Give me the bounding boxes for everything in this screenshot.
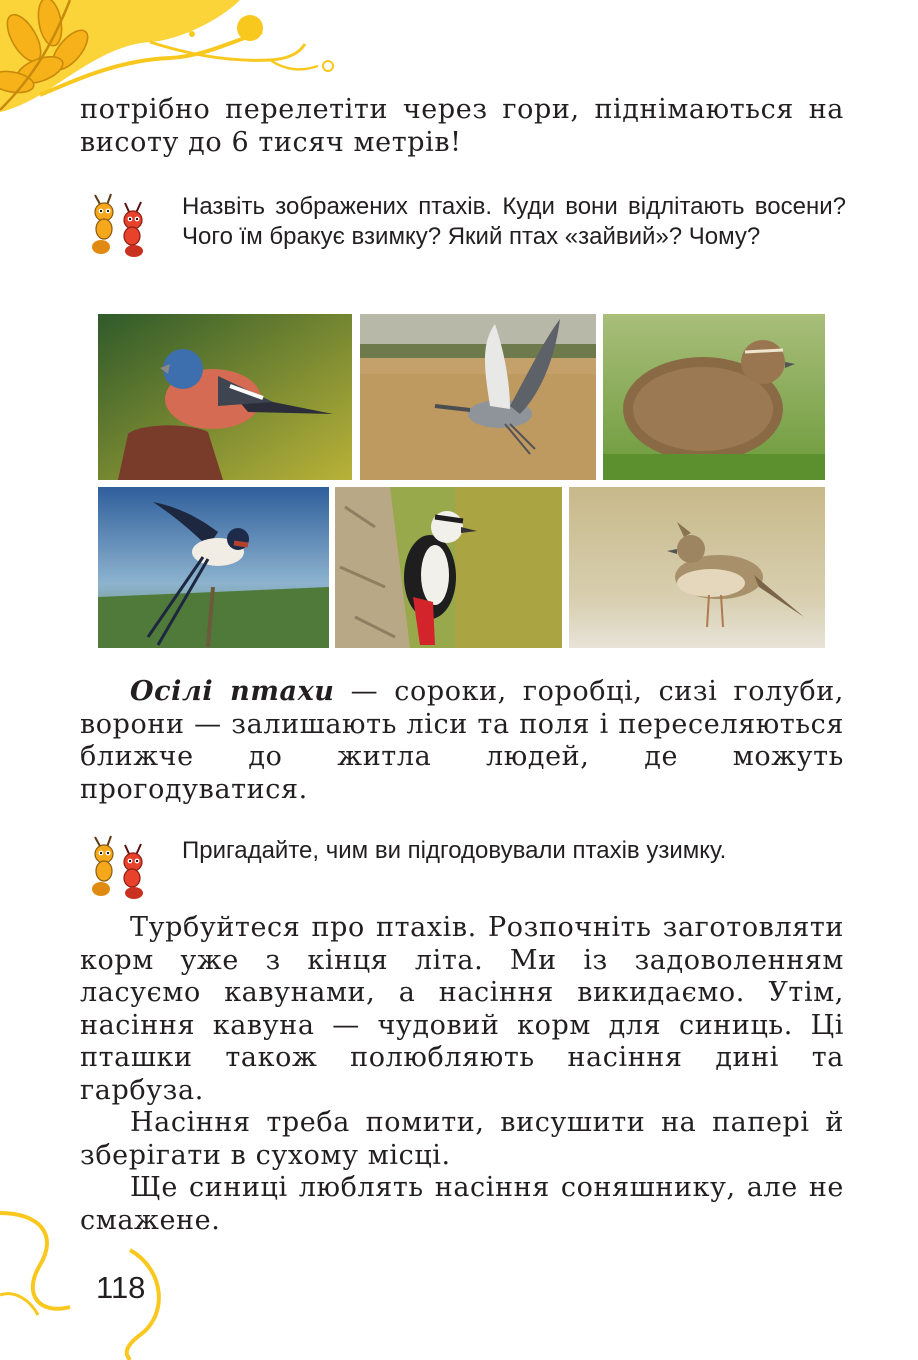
bird-care-paragraph: Ще синиці люблять насіння соняшнику, але не смажене. [80, 1172, 844, 1236]
task-block-2 [86, 834, 846, 924]
task-question-text: Назвіть зображених птахів. Куди вони відлітають восени? Чого їм бракує взимку? Який птах «зайвий»? Чому? [182, 193, 846, 250]
photo-crane [360, 314, 596, 480]
task-question-text: Пригадайте, чим ви підгодовували птахів узимку. [182, 837, 727, 864]
bird-care-paragraph: Насіння треба помити, висушити на папері й зберігати в сухому місці. [80, 1107, 844, 1171]
bird-care-section [80, 912, 844, 1237]
photo-woodpecker [335, 487, 562, 648]
task-block-1 [86, 192, 846, 282]
page-number: 118 [96, 1270, 146, 1305]
two-ants-icon [86, 834, 152, 900]
osili-ptakhy-term: Осілі птахи [130, 676, 335, 707]
photo-chaffinch [98, 314, 352, 480]
yellow-swirl-decoration [0, 1195, 180, 1360]
photo-lark [569, 487, 825, 648]
text-paragraph-continuation: потрібно перелетіти через гори, піднімаються на висоту до 6 тисяч метрів! [80, 94, 844, 158]
photo-quail [603, 314, 825, 480]
photo-swallow [98, 487, 329, 648]
osili-ptakhy-paragraph [80, 676, 844, 806]
osili-ptakhy-description: — сороки, горобці, сизі голуби, ворони — залишають ліси та поля і переселяються ближче до житла людей, де можуть прогодуватися. [80, 676, 844, 805]
two-ants-icon [86, 192, 152, 258]
bird-care-paragraph: Турбуйтеся про птахів. Розпочніть заготовляти корм уже з кінця літа. Ми із задоволенням ласуємо кавунами, а насіння викидаємо. Утім, насіння кавуна — чудовий корм для синиць. Ці пташки також полюбляють насіння дині та гарбуза. [80, 912, 844, 1106]
